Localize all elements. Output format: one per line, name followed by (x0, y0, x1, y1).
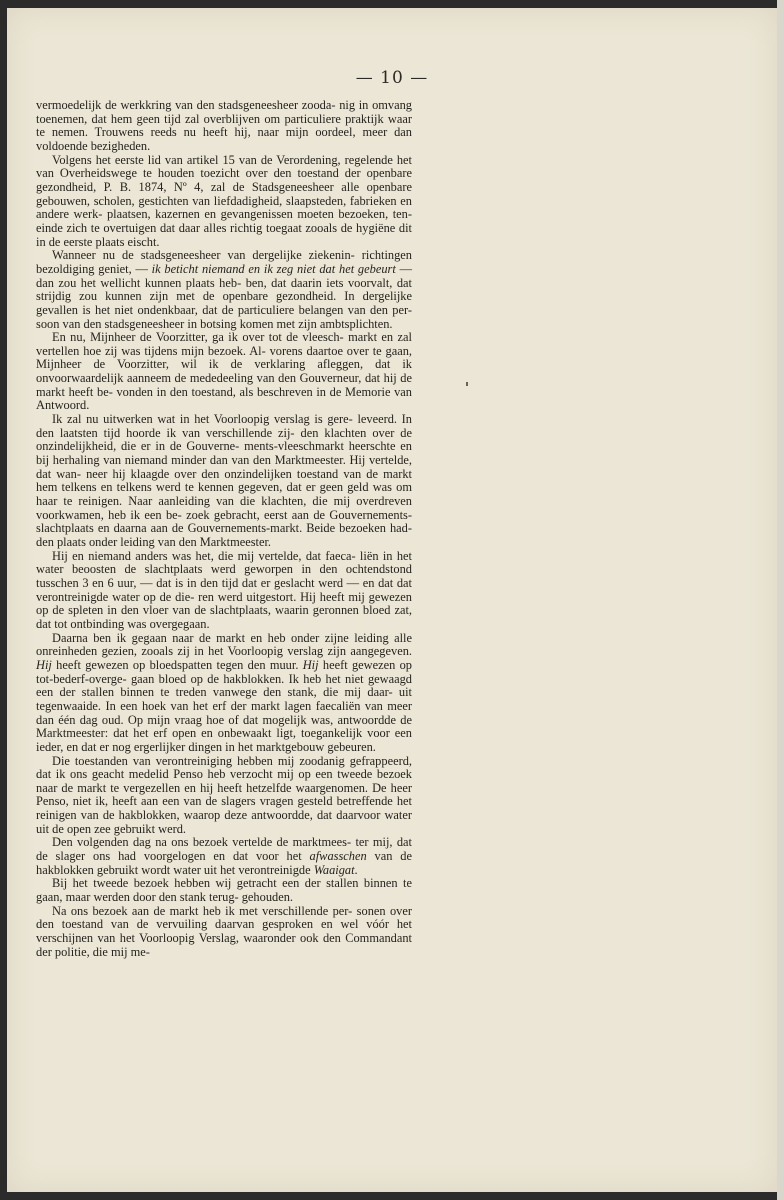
italic-word: afwasschen (309, 849, 367, 864)
paragraph: Volgens het eerste lid van artikel 15 van de Verordening, regelende het van Overheidswege te houden toezicht over den toestand der openbare gezondheid, P. B. 1874, Nº 4, zal de Stadsgeneesheer alle openbare gebouwen, scholen, gestichten van liefdadigheid, slaapsteden, fabrieken en andere werk- plaatsen, kazernen en gevangenissen moeten bezoeken, ten- einde zich te overtuigen dat daar alles richtig toegaat zooals de hygiëne dit in de eerste plaats eischt. (36, 152, 412, 249)
paragraph: vermoedelijk de werkkring van den stadsgeneesheer zooda- nig in omvang toenemen, dat hem geen tijd zal overblijven om particuliere praktijk waar te nemen. Trouwens reeds nu heeft hij, naar mijn oordeel, meer dan voldoende bezigheden. (36, 98, 412, 153)
paragraph: Na ons bezoek aan de markt heb ik met verschillende per- sonen over den toestand van de vervuiling daarvan gesproken en wel vóór het verschijnen van het Voorloopig Verslag, waaronder ook den Commandant der politie, die mij me- (36, 903, 412, 959)
paragraph: Ik zal nu uitwerken wat in het Voorloopig verslag is gere- leveerd. In den laatsten tijd hoorde ik van verschillende zij- den klachten over de onzindelijkheid, die er in de Gouverne- ments-vleeschmarkt heerschte en bij herhaling van niemand minder dan van den Marktmeester. Hij vertelde, dat wan- neer hij klaagde over den onzindelijken toestand van de markt hem telkens en telkens werd te kennen gegeven, dat er geen geld was om haar te reinigen. Naar aanleiding van die klachten, die mij overdreven voorkwamen, heb ik een be- zoek gebracht, eerst aan de Gouvernements-slachtplaats en daarna aan de Gouvernements-markt. Beide bezoeken had- den plaats onder leiding van den Marktmeester. (36, 412, 412, 549)
paragraph: Bij het tweede bezoek hebben wij getracht een der stallen binnen te gaan, maar werden door den stank terug- gehouden. (36, 876, 412, 905)
page-edge (777, 0, 784, 1200)
paragraph: Den volgenden dag na ons bezoek vertelde de marktmees- ter mij, dat de slager ons had voorgelogen en dat voor het afwasschen van de hakblokken gebruikt wordt water uit het verontreinigde Waaigat. (36, 835, 412, 877)
italic-phrase: ik beticht niemand en ik zeg niet dat het gebeurt (151, 261, 396, 276)
paragraph: Wanneer nu de stadsgeneesheer van dergelijke ziekenin- richtingen bezoldiging geniet, — ik beticht niemand en ik zeg niet dat het gebeurt — dan zou het wellicht kunnen plaats heb- ben, dat daarin iets voorvalt, dat strijdig zou kunnen zijn met de openbare gezondheid. In dergelijke gevallen is het niet ondenkbaar, dat de particuliere belangen van den per- soon van den stadsgeneesheer in botsing komen met zijn ambtsplichten. (36, 248, 412, 331)
italic-word: Waaigat (313, 862, 355, 877)
paragraph: En nu, Mijnheer de Voorzitter, ga ik over tot de vleesch- markt en zal vertellen hoe zij was tijdens mijn bezoek. Al- vorens daartoe over te gaan, Mijnheer de Voorzitter, wil ik de verklaring afleggen, dat ik onvoorwaardelijk aanneem de mededeeling van den Gouverneur, dat hij de markt heeft be- vonden in den toestand, als beschreven in de Memorie van Antwoord. (36, 330, 412, 413)
page-number: — 10 — (355, 68, 429, 88)
italic-word: Hij (36, 657, 52, 672)
paragraph: Hij en niemand anders was het, die mij vertelde, dat faeca- liën in het water beoosten de slachtplaats werd geworpen in den ochtendstond tusschen 3 en 6 uur, — dat is in den tijd dat er geslacht werd — en dat dat verontreinigde water op de die- ren werd uitgestort. Hij heeft mij gewezen op de spleten in den vloer van de slachtplaats, waarin geronnen bloed zat, dat tot ontbinding was overgegaan. (36, 548, 412, 631)
italic-word: Hij (302, 657, 319, 672)
body-text (36, 99, 412, 959)
ink-speck (466, 382, 468, 386)
paragraph: Daarna ben ik gegaan naar de markt en heb onder zijne leiding alle onreinheden gezien, zooals zij in het Voorloopig verslag zijn aangegeven. Hij heeft gewezen op bloedspatten tegen den muur. Hij heeft gewezen op tot-bederf-overge- gaan bloed op de hakblokken. Ik heb het niet gewaagd een der stallen binnen te treden vanwege den stank, die mij daar- uit tegenwaaide. In een hoek van het erf der markt lagen faecaliën van meer dan één dag oud. Op mijn vraag hoe of dat mogelijk was, antwoordde de Marktmeester: dat het erf open en onbewaakt ligt, toegankelijk voor een ieder, en dat er nog ergerlijker dingen in het marktgebouw gebeuren. (36, 630, 412, 754)
paragraph: Die toestanden van verontreiniging hebben mij zoodanig gefrappeerd, dat ik ons geacht medelid Penso heb verzocht mij op een tweede bezoek naar de markt te vergezellen en hij heeft hetzelfde waargenomen. De heer Penso, niet ik, heeft aan een van de slagers vragen gesteld betreffende het reinigen van de hakblokken, waarop deze antwoordde, dat daarvoor water uit de open zee gebruikt werd. (36, 753, 412, 836)
